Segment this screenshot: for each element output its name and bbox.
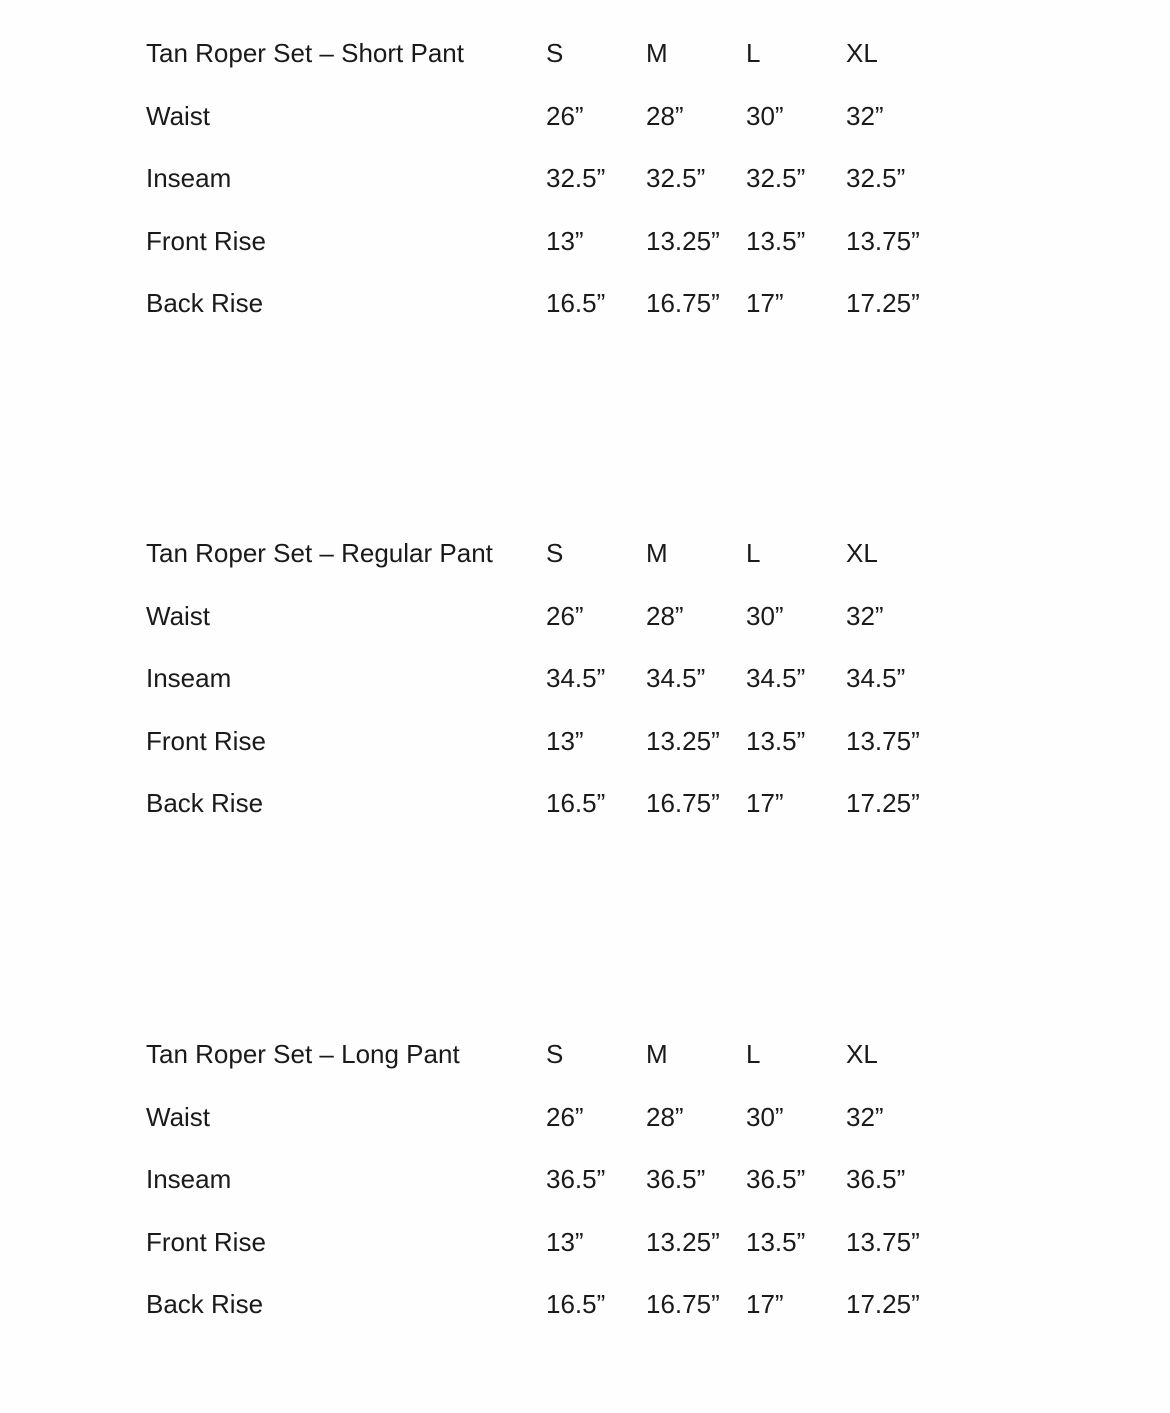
table-row-inseam xyxy=(146,155,1006,218)
value-l: 17” xyxy=(746,788,784,819)
value-m: 16.75” xyxy=(646,788,720,819)
table-row-front-rise xyxy=(146,218,1006,281)
value-l: 36.5” xyxy=(746,1164,806,1195)
table-row-waist xyxy=(146,593,1006,656)
value-s: 16.5” xyxy=(546,788,606,819)
value-xl: 32.5” xyxy=(846,163,906,194)
table-row-inseam xyxy=(146,655,1006,718)
row-label: Waist xyxy=(146,1101,211,1132)
value-m: 34.5” xyxy=(646,663,706,694)
size-header-m: M xyxy=(646,38,668,68)
size-header-xl: XL xyxy=(846,538,878,568)
size-header-l: L xyxy=(746,1039,761,1069)
value-m: 28” xyxy=(646,100,684,131)
size-table-long-pant xyxy=(146,1031,1006,1344)
value-l: 17” xyxy=(746,288,784,319)
table-header-row xyxy=(146,530,1006,593)
table-row-back-rise xyxy=(146,780,1006,843)
value-s: 13” xyxy=(546,725,584,756)
value-s: 36.5” xyxy=(546,1164,606,1195)
value-l: 13.5” xyxy=(746,1226,806,1257)
row-label: Waist xyxy=(146,600,211,631)
value-s: 32.5” xyxy=(546,163,606,194)
value-xl: 13.75” xyxy=(846,1226,920,1257)
table-header-row xyxy=(146,30,1006,93)
value-l: 30” xyxy=(746,100,784,131)
table-row-inseam xyxy=(146,1156,1006,1219)
value-l: 32.5” xyxy=(746,163,806,194)
value-xl: 17.25” xyxy=(846,1289,920,1320)
value-s: 13” xyxy=(546,1226,584,1257)
value-m: 28” xyxy=(646,600,684,631)
table-row-waist xyxy=(146,93,1006,156)
table-row-waist xyxy=(146,1094,1006,1157)
value-xl: 17.25” xyxy=(846,288,920,319)
value-s: 26” xyxy=(546,600,584,631)
value-m: 16.75” xyxy=(646,1289,720,1320)
table-row-back-rise xyxy=(146,1281,1006,1344)
size-header-s: S xyxy=(546,38,564,68)
value-m: 13.25” xyxy=(646,1226,720,1257)
row-label: Front Rise xyxy=(146,725,266,756)
row-label: Inseam xyxy=(146,663,232,694)
value-xl: 32” xyxy=(846,600,884,631)
table-header-row xyxy=(146,1031,1006,1094)
value-l: 30” xyxy=(746,1101,784,1132)
value-l: 13.5” xyxy=(746,725,806,756)
value-m: 13.25” xyxy=(646,725,720,756)
row-label: Back Rise xyxy=(146,1289,264,1320)
value-m: 32.5” xyxy=(646,163,706,194)
table-row-back-rise xyxy=(146,280,1006,343)
value-m: 16.75” xyxy=(646,288,720,319)
value-s: 13” xyxy=(546,225,584,256)
table-title: Tan Roper Set – Long Pant xyxy=(146,1039,460,1069)
value-xl: 34.5” xyxy=(846,663,906,694)
table-row-front-rise xyxy=(146,718,1006,781)
size-header-xl: XL xyxy=(846,38,878,68)
row-label: Waist xyxy=(146,100,211,131)
row-label: Back Rise xyxy=(146,288,264,319)
size-table-short-pant xyxy=(146,30,1006,343)
value-xl: 32” xyxy=(846,100,884,131)
value-s: 16.5” xyxy=(546,288,606,319)
value-s: 26” xyxy=(546,1101,584,1132)
size-header-s: S xyxy=(546,538,564,568)
value-m: 28” xyxy=(646,1101,684,1132)
value-l: 17” xyxy=(746,1289,784,1320)
row-label: Back Rise xyxy=(146,788,264,819)
value-s: 34.5” xyxy=(546,663,606,694)
table-row-front-rise xyxy=(146,1219,1006,1282)
row-label: Front Rise xyxy=(146,225,266,256)
value-l: 13.5” xyxy=(746,225,806,256)
size-header-l: L xyxy=(746,38,761,68)
size-table-regular-pant xyxy=(146,530,1006,843)
value-l: 34.5” xyxy=(746,663,806,694)
row-label: Inseam xyxy=(146,163,232,194)
value-s: 26” xyxy=(546,100,584,131)
row-label: Front Rise xyxy=(146,1226,266,1257)
value-xl: 17.25” xyxy=(846,788,920,819)
value-l: 30” xyxy=(746,600,784,631)
row-label: Inseam xyxy=(146,1164,232,1195)
value-m: 13.25” xyxy=(646,225,720,256)
value-xl: 13.75” xyxy=(846,225,920,256)
size-header-m: M xyxy=(646,538,668,568)
value-xl: 32” xyxy=(846,1101,884,1132)
size-header-l: L xyxy=(746,538,761,568)
value-xl: 36.5” xyxy=(846,1164,906,1195)
size-header-m: M xyxy=(646,1039,668,1069)
table-title: Tan Roper Set – Short Pant xyxy=(146,38,464,68)
value-xl: 13.75” xyxy=(846,725,920,756)
size-header-xl: XL xyxy=(846,1039,878,1069)
value-s: 16.5” xyxy=(546,1289,606,1320)
size-header-s: S xyxy=(546,1039,564,1069)
value-m: 36.5” xyxy=(646,1164,706,1195)
table-title: Tan Roper Set – Regular Pant xyxy=(146,538,493,568)
